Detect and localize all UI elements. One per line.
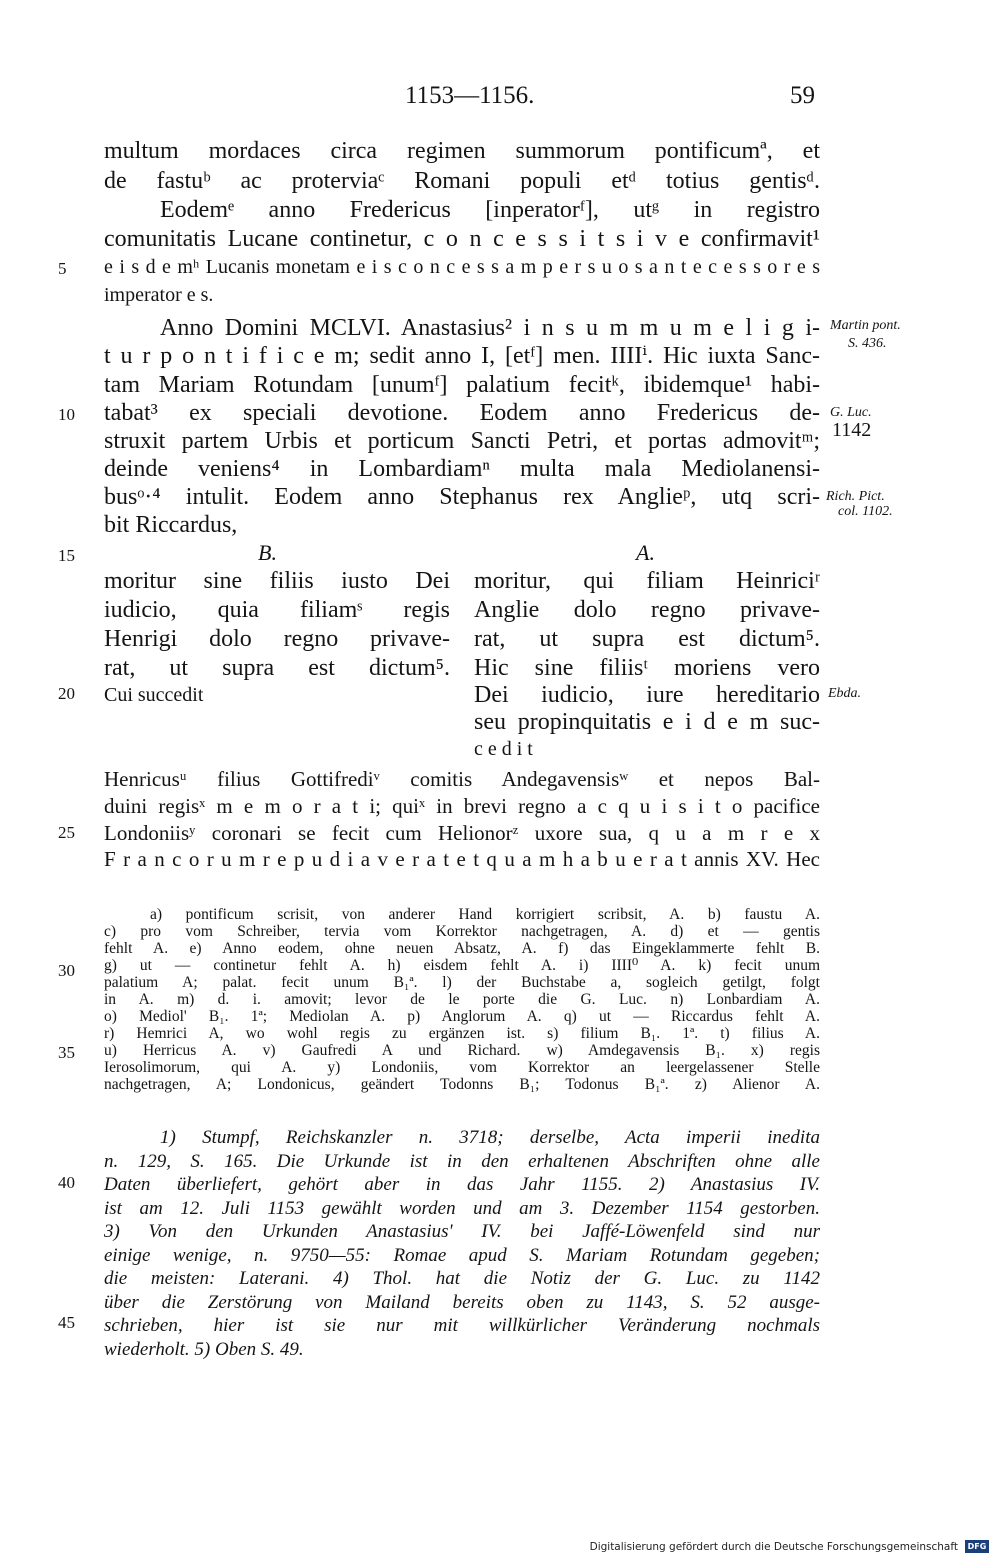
- margin-note: col. 1102.: [838, 504, 893, 519]
- commentary-line: wiederholt. 5) Oben S. 49.: [104, 1339, 304, 1360]
- apparatus-line: g) ut — continetur fehlt A. h) eisdem fehlt A. i) IIII⁰ A. k) fecit unum: [104, 957, 820, 974]
- commentary-line: schrieben, hier ist sie nur mit willkürlicher Veränderung nochmals: [104, 1315, 820, 1336]
- commentary-line: die meisten: Laterani. 4) Thol. hat die Notiz der G. Luc. zu 1142: [104, 1268, 820, 1289]
- column-b-line: rat, ut supra est dictum⁵.: [104, 655, 450, 681]
- text-line: Londoniisʸ coronari se fecit cum Helionorᶻ uxore sua, q u a m r e x: [104, 821, 820, 845]
- text-line: Anno Domini MCLVI. Anastasius² i n s u m m u m e l i g i-: [160, 315, 820, 341]
- text-line: Henricusᵘ filius Gottifrediᵛ comitis Andegavensisʷ et nepos Bal-: [104, 767, 820, 791]
- margin-note: 1142: [832, 419, 872, 441]
- line-number: 10: [58, 405, 75, 424]
- column-a-line: Hic sine filiisᵗ moriens vero: [474, 655, 820, 681]
- line-number: 25: [58, 823, 75, 842]
- text-line: e i s d e mʰ Lucanis monetam e i s c o n c e s s a m p e r s u o s a n t e c e s s o r e s: [104, 256, 820, 278]
- margin-note: S. 436.: [848, 336, 887, 351]
- text-line: Eodemᵉ anno Fredericus [inperatorᶠ], utᵍ in registro: [160, 197, 820, 223]
- text-line: comunitatis Lucane continetur, c o n c e s s i t s i v e confirmavit¹: [104, 226, 820, 252]
- text-line: multum mordaces circa regimen summorum pontificumª, et: [104, 138, 820, 164]
- commentary-line: über die Zerstörung von Mailand bereits oben zu 1143, S. 52 ausge-: [104, 1292, 820, 1313]
- apparatus-line: fehlt A. e) Anno eodem, ohne neuen Absatz, A. f) das Eingeklammerte fehlt B.: [104, 940, 820, 957]
- column-b-line: Henrigi dolo regno privave-: [104, 626, 450, 652]
- line-number: 40: [58, 1173, 75, 1192]
- text-line: bit Riccardus,: [104, 512, 238, 538]
- apparatus-line: r) Hemrici A, wo wohl regis zu ergänzen ist. s) filium B₁. 1ª. t) filius A.: [104, 1025, 820, 1042]
- digitization-credit: [590, 1541, 988, 1553]
- line-number: 45: [58, 1313, 75, 1332]
- apparatus-line: o) Mediol' B₁. 1ª; Mediolan A. p) Anglorum A. q) ut — Riccardus fehlt A.: [104, 1008, 820, 1025]
- column-b-line: iudicio, quia filiamˢ regis: [104, 597, 450, 623]
- column-heading-a: A.: [636, 540, 655, 565]
- credit-text: Digitalisierung gefördert durch die Deutsche Forschungsgemeinschaft: [589, 1541, 958, 1553]
- margin-note: Martin pont.: [830, 318, 901, 333]
- commentary-line: ist am 12. Juli 1153 gewählt worden und am 3. Dezember 1154 gestorben.: [104, 1198, 820, 1219]
- commentary-line: 1) Stumpf, Reichskanzler n. 3718; derselbe, Acta imperii inedita: [160, 1127, 820, 1148]
- commentary-line: einige wenige, n. 9750—55: Romae apud S. Mariam Rotundam gegeben;: [104, 1245, 820, 1266]
- apparatus-line: nachgetragen, A; Londonicus, geändert Todonns B₁; Todonus B₁ª. z) Alienor A.: [104, 1076, 820, 1093]
- apparatus-line: in A. m) d. i. amovit; levor de le porte die G. Luc. n) Lonbardiam A.: [104, 991, 820, 1008]
- apparatus-line: Ierosolimorum, qui A. y) Londoniis, vom Korrektor an leergelassener Stelle: [104, 1059, 820, 1076]
- page-number: 59: [790, 82, 815, 109]
- apparatus-line: a) pontificum scrisit, von anderer Hand korrigiert scribsit, A. b) faustu A.: [150, 906, 820, 923]
- text-line: busᵒ·⁴ intulit. Eodem anno Stephanus rex Anglieᵖ, utq scri-: [104, 484, 820, 510]
- margin-note: Ebda.: [828, 686, 862, 701]
- text-line: de fastuᵇ ac proterviaᶜ Romani populi etᵈ totius gentisᵈ.: [104, 168, 820, 194]
- column-a-line: seu propinquitatis e i d e m suc-: [474, 709, 820, 735]
- column-heading-b: B.: [258, 540, 277, 565]
- column-a-line: rat, ut supra est dictum⁵.: [474, 626, 820, 652]
- text-line: deinde veniens⁴ in Lombardiamⁿ multa mala Mediolanensi-: [104, 456, 820, 482]
- margin-note: Rich. Pict.: [826, 489, 885, 504]
- text-line: imperator e s.: [104, 284, 214, 306]
- apparatus-line: palatium A; palat. fecit unum B₁ª. l) der Buchstabe a, sogleich getilgt, folgt: [104, 974, 820, 991]
- commentary-line: n. 129, S. 165. Die Urkunde ist in den erhaltenen Abschriften ohne alle: [104, 1151, 820, 1172]
- commentary-line: 3) Von den Urkunden Anastasius' IV. bei Jaffé-Löwenfeld sind nur: [104, 1221, 820, 1242]
- column-b-line: Cui succedit: [104, 684, 204, 706]
- text-line: tam Mariam Rotundam [unumᶠ] palatium fecitᵏ, ibidemque¹ habi-: [104, 372, 820, 398]
- text-line: duini regisˣ m e m o r a t i; quiˣ in brevi regno a c q u i s i t o pacifice: [104, 794, 820, 818]
- column-a-line: c e d i t: [474, 738, 533, 760]
- running-header: 1153—1156.: [405, 82, 535, 109]
- column-a-line: Dei iudicio, iure hereditario: [474, 682, 820, 708]
- line-number: 5: [58, 259, 67, 278]
- text-line: F r a n c o r u m r e p u d i a v e r a t e t q u a m h a b u e r a t annis XV. Hec: [104, 847, 820, 871]
- margin-note: G. Luc.: [830, 405, 872, 420]
- dfg-logo: DFG: [965, 1540, 989, 1553]
- line-number: 15: [58, 546, 75, 565]
- line-number: 30: [58, 961, 75, 980]
- column-a-line: Anglie dolo regno privave-: [474, 597, 820, 623]
- commentary-line: Daten überliefert, gehört aber in das Jahr 1155. 2) Anastasius IV.: [104, 1174, 820, 1195]
- line-number: 20: [58, 684, 75, 703]
- text-line: tabat³ ex speciali devotione. Eodem anno Fredericus de-: [104, 400, 820, 426]
- line-number: 35: [58, 1043, 75, 1062]
- column-b-line: moritur sine filiis iusto Dei: [104, 568, 450, 594]
- column-a-line: moritur, qui filiam Heinriciʳ: [474, 568, 820, 594]
- apparatus-line: c) pro vom Schreiber, tervia vom Korrektor nachgetragen, A. d) et — gentis: [104, 923, 820, 940]
- text-line: struxit partem Urbis et porticum Sancti Petri, et portas admovitᵐ;: [104, 428, 820, 454]
- text-line: t u r p o n t i f i c e m; sedit anno I, [etᶠ] men. IIIIⁱ. Hic iuxta Sanc-: [104, 343, 820, 369]
- apparatus-line: u) Herricus A. v) Gaufredi A und Richard. w) Amdegavensis B₁. x) regis: [104, 1042, 820, 1059]
